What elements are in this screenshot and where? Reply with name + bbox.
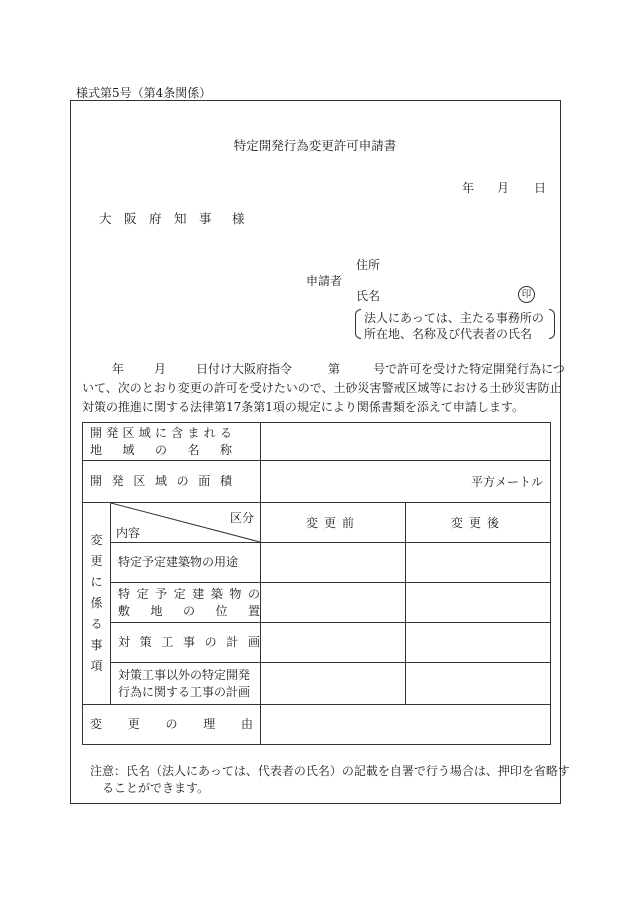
addressee-char: 知 bbox=[174, 211, 187, 226]
form-number: 様式第5号（第4条関係） bbox=[76, 86, 212, 100]
side-char: る bbox=[90, 617, 103, 631]
label-char: に bbox=[154, 425, 167, 440]
table-row bbox=[83, 705, 551, 745]
item-countermeasure-plan bbox=[111, 623, 261, 663]
label-char: 位 bbox=[215, 603, 228, 618]
label-char: の bbox=[182, 603, 195, 618]
right-bracket bbox=[549, 309, 555, 339]
label-char: 域 bbox=[138, 425, 151, 440]
development-area-size-value[interactable] bbox=[261, 461, 551, 503]
label-char: 変 bbox=[90, 717, 103, 731]
addressee-char: 大 bbox=[99, 211, 112, 226]
label-char: 画 bbox=[247, 635, 260, 649]
label-char: の bbox=[165, 717, 178, 731]
label-char: 域 bbox=[154, 474, 167, 488]
addressee-honorific: 様 bbox=[232, 211, 245, 226]
label-char: ま bbox=[187, 425, 200, 440]
footnote bbox=[90, 763, 570, 797]
table-row bbox=[83, 583, 551, 623]
label-char: 域 bbox=[122, 442, 135, 457]
side-char: 事 bbox=[90, 638, 103, 652]
building-site-before[interactable] bbox=[261, 583, 406, 623]
label-char: る bbox=[219, 425, 232, 440]
document-title: 特定開発行為変更許可申請書 bbox=[233, 138, 397, 153]
label-char: 称 bbox=[219, 442, 232, 457]
building-use-before[interactable] bbox=[261, 543, 406, 583]
application-statement bbox=[82, 360, 565, 417]
left-bracket bbox=[355, 309, 361, 339]
change-details-table bbox=[82, 422, 551, 745]
countermeasure-plan-after[interactable] bbox=[406, 623, 551, 663]
label-char: 積 bbox=[219, 474, 232, 488]
label-char: 予 bbox=[155, 586, 168, 601]
other-works-line1: 対策工事以外の特定開発 bbox=[118, 667, 251, 682]
table-row bbox=[83, 461, 551, 503]
label-char: 地 bbox=[90, 442, 103, 457]
addressee-char: 阪 bbox=[124, 211, 137, 226]
label-char: 面 bbox=[198, 474, 211, 488]
label-char: 含 bbox=[171, 425, 184, 440]
label-char: 計 bbox=[226, 635, 239, 649]
label-char: 定 bbox=[173, 586, 186, 601]
table-row bbox=[83, 423, 551, 461]
table-row bbox=[83, 543, 551, 583]
name-label: 氏名 bbox=[356, 289, 381, 303]
corp-note-line2: 所在地、名称及び代表者の氏名 bbox=[364, 327, 533, 341]
label-char: 策 bbox=[139, 635, 152, 649]
building-use-after[interactable] bbox=[406, 543, 551, 583]
statement-month: 月 bbox=[154, 362, 167, 376]
diag-content-label: 内容 bbox=[116, 526, 141, 540]
side-char: に bbox=[90, 575, 103, 589]
development-area-size-label bbox=[83, 461, 261, 503]
label-char: 事 bbox=[182, 635, 195, 649]
item-building-use: 特定予定建築物の用途 bbox=[111, 543, 261, 583]
side-char: 更 bbox=[90, 554, 103, 568]
label-char: 敷 bbox=[118, 603, 131, 618]
statement-number-suffix: 号で許可を受けた特定開発行為につ bbox=[373, 362, 565, 376]
label-char: 発 bbox=[106, 425, 119, 440]
table-row bbox=[83, 623, 551, 663]
label-char: 開 bbox=[90, 474, 103, 488]
label-char: 建 bbox=[192, 586, 205, 601]
diagonal-header-cell bbox=[111, 503, 261, 543]
label-char: れ bbox=[203, 425, 216, 440]
date-year: 年 bbox=[462, 181, 475, 195]
date-month: 月 bbox=[497, 181, 510, 195]
change-items-side-label bbox=[83, 503, 111, 705]
statement-line-1 bbox=[82, 360, 565, 379]
label-char: 区 bbox=[133, 474, 146, 488]
column-header-after: 変更後 bbox=[406, 503, 551, 543]
development-area-name-label bbox=[83, 423, 261, 461]
statement-year: 年 bbox=[112, 362, 125, 376]
seal-mark: 印 bbox=[518, 286, 535, 303]
addressee-char: 府 bbox=[149, 211, 162, 226]
label-char: 物 bbox=[229, 586, 242, 601]
label-char: の bbox=[247, 586, 260, 601]
other-works-before[interactable] bbox=[261, 663, 406, 705]
label-char: 置 bbox=[247, 603, 260, 618]
diag-category-label: 区分 bbox=[229, 511, 254, 525]
side-char: 項 bbox=[90, 659, 103, 673]
label-char: の bbox=[176, 474, 189, 488]
statement-line-2: いて、次のとおり変更の許可を受けたいので、土砂災害警戒区域等における土砂災害防止 bbox=[82, 381, 562, 395]
applicant-label: 申請者 bbox=[306, 274, 343, 288]
label-char: 更 bbox=[127, 717, 140, 731]
label-char: 理 bbox=[203, 717, 216, 731]
date-day: 日 bbox=[534, 181, 547, 195]
footnote-line2: ることができます。 bbox=[102, 781, 210, 795]
label-char: 対 bbox=[118, 635, 131, 649]
table-row bbox=[83, 503, 551, 543]
label-char: 名 bbox=[187, 442, 200, 457]
label-char: 工 bbox=[161, 635, 174, 649]
countermeasure-plan-before[interactable] bbox=[261, 623, 406, 663]
development-area-name-value[interactable] bbox=[261, 423, 551, 461]
side-char: 変 bbox=[90, 533, 103, 547]
corp-note-line1: 法人にあっては、主たる事務所の bbox=[364, 311, 544, 325]
change-reason-value[interactable] bbox=[261, 705, 551, 745]
other-works-after[interactable] bbox=[406, 663, 551, 705]
label-char: 特 bbox=[118, 586, 131, 601]
label-char: 開 bbox=[90, 425, 103, 440]
statement-line-3: 対策の推進に関する法律第17条第1項の規定により関係書類を添えて申請します。 bbox=[82, 400, 524, 414]
column-header-before: 変更前 bbox=[261, 503, 406, 543]
label-char: 由 bbox=[240, 717, 253, 731]
addressee-char: 事 bbox=[199, 211, 212, 226]
table-row bbox=[83, 663, 551, 705]
label-char: の bbox=[154, 442, 167, 457]
label-char: 築 bbox=[210, 586, 223, 601]
statement-number-prefix: 第 bbox=[328, 362, 341, 376]
item-other-works-plan bbox=[111, 663, 261, 705]
label-char: の bbox=[204, 635, 217, 649]
label-char: 区 bbox=[122, 425, 135, 440]
label-char: 地 bbox=[150, 603, 163, 618]
address-label: 住所 bbox=[356, 258, 381, 272]
label-char: 定 bbox=[136, 586, 149, 601]
side-char: 係 bbox=[90, 596, 103, 610]
corporation-note bbox=[355, 308, 555, 342]
item-building-site bbox=[111, 583, 261, 623]
statement-order: 日付け大阪府指令 bbox=[196, 362, 293, 376]
area-unit: 平方メートル bbox=[470, 475, 543, 489]
footnote-line1: 注意：氏名（法人にあっては、代表者の氏名）の記載を自署で行う場合は、押印を省略す bbox=[90, 764, 570, 778]
label-char: 発 bbox=[111, 474, 124, 488]
other-works-line2: 行為に関する工事の計画 bbox=[118, 684, 251, 699]
building-site-after[interactable] bbox=[406, 583, 551, 623]
change-reason-label bbox=[83, 705, 261, 745]
